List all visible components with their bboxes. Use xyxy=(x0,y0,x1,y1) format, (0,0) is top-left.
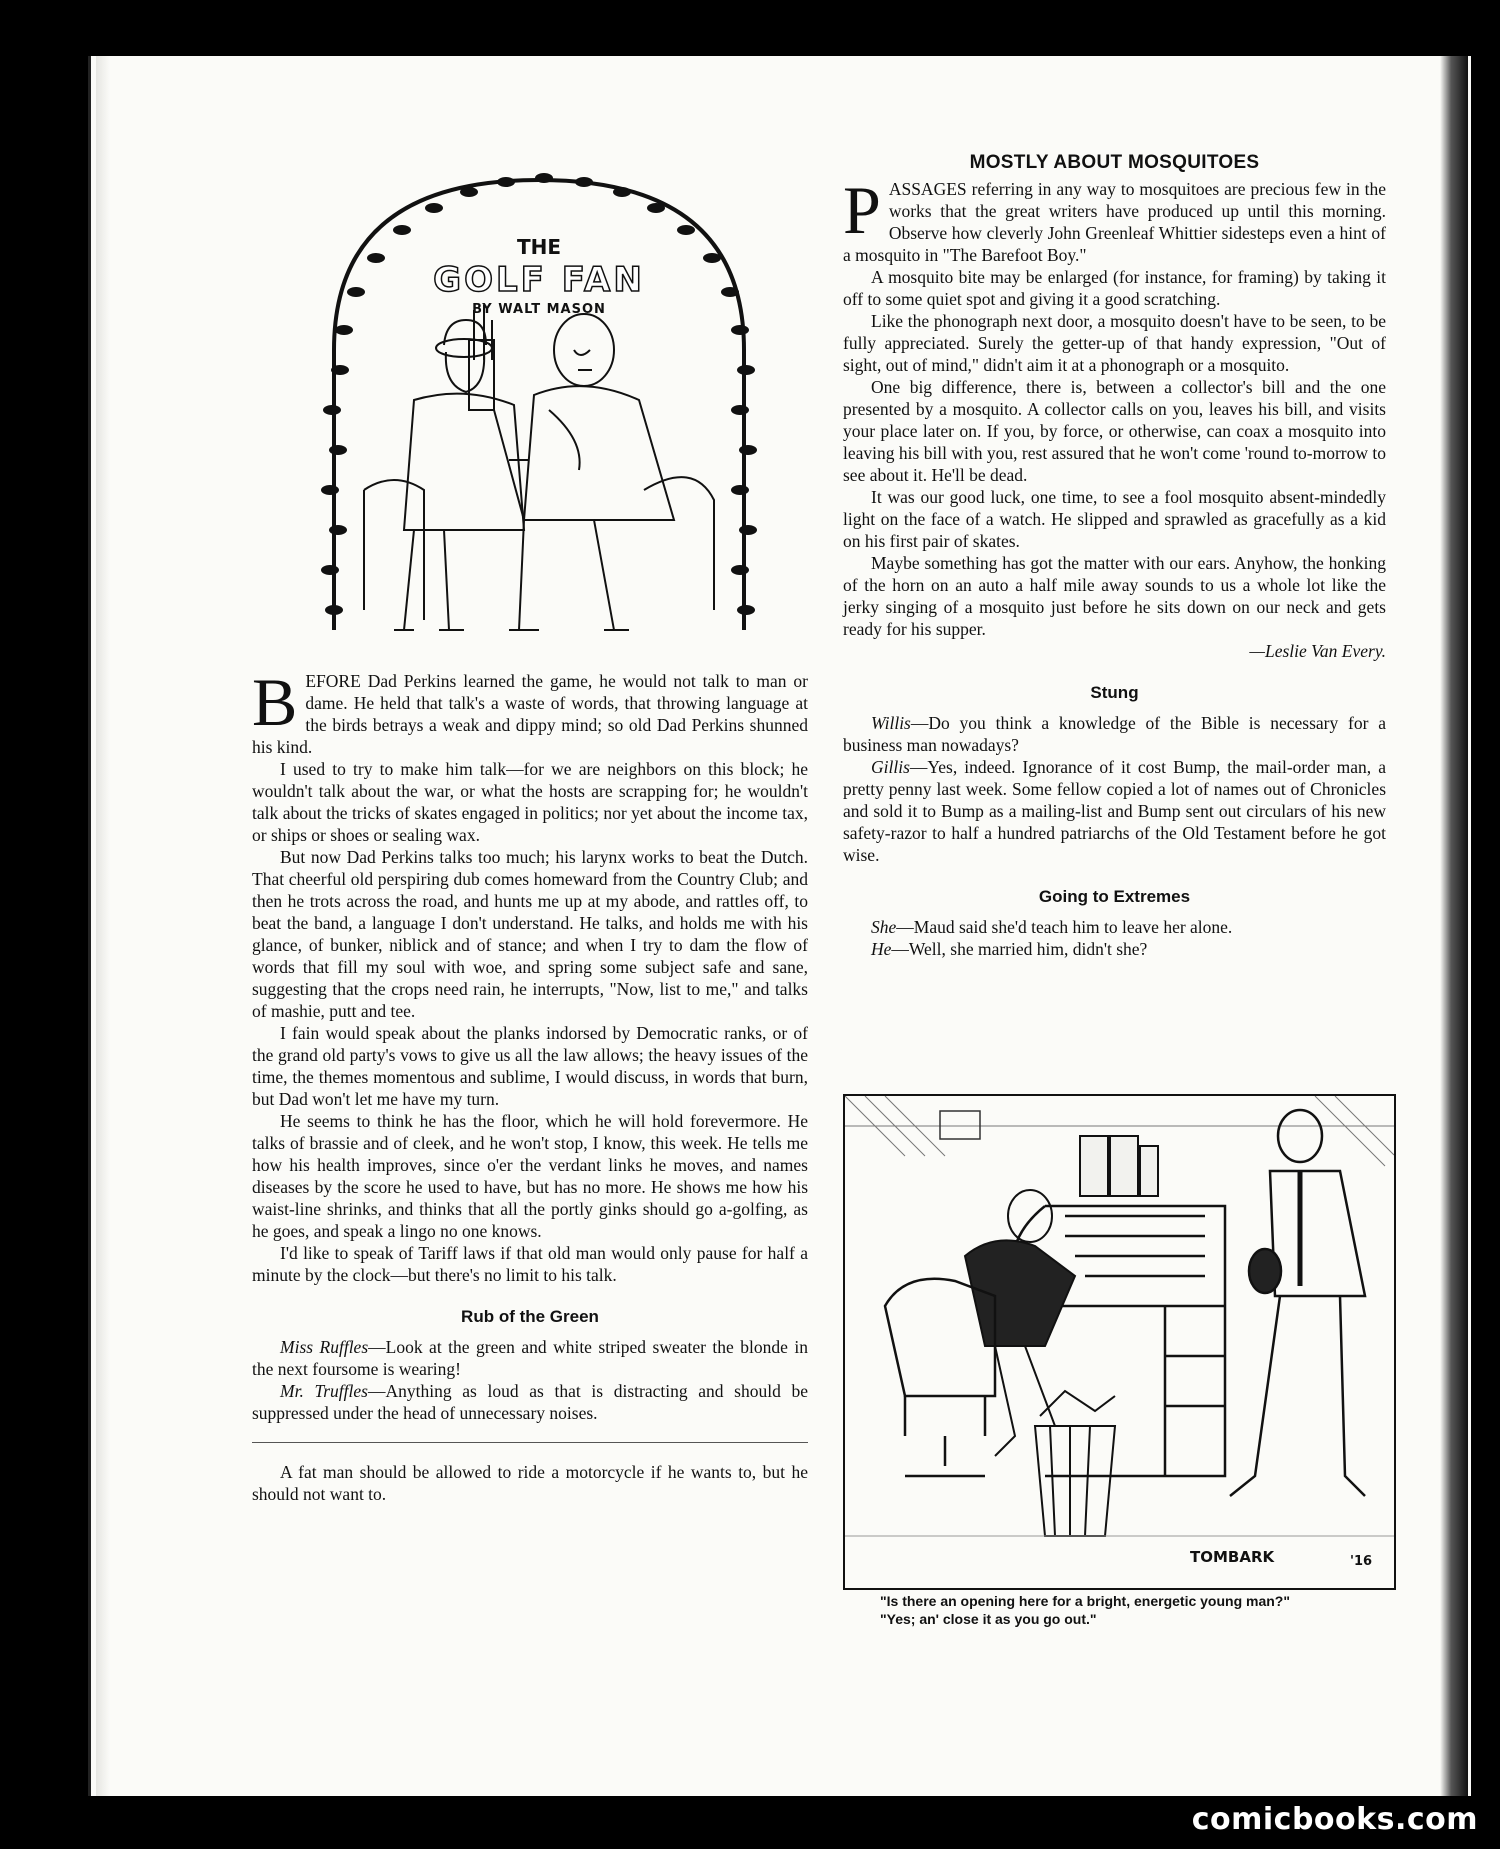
mosquitoes-signature: —Leslie Van Every. xyxy=(1249,641,1386,661)
dialogue: —Yes, indeed. Ignorance of it cost Bump, the mail-order man, a pretty penny last week. Some fellow copied a lot of names out of Chronicles and sold it to Bump as a mailing-list and Bump sent out circulars of his new safety-razor to half a hundred patriarchs of the Old Testament before he got wise. xyxy=(843,757,1386,865)
rub-line-2 xyxy=(252,1380,808,1424)
speaker: She xyxy=(871,917,897,937)
dialogue: —Maud said she'd teach him to leave her alone. xyxy=(896,917,1233,937)
page-gutter xyxy=(1440,56,1468,1796)
divider xyxy=(252,1442,808,1443)
mosquitoes-paragraph-4: One big difference, there is, between a collector's bill and the one presented by a mosquito. A collector calls on you, leaves his bill, and visits your place later on. If you, by force, or otherwise, can coax a mosquito into leaving his bill with you, rest assured that he won't come 'round to-morrow to see about it. He'll be dead. xyxy=(843,377,1386,485)
speaker: Willis xyxy=(871,713,911,733)
mosquitoes-paragraph-2: A mosquito bite may be enlarged (for instance, for framing) by taking it off to some quiet spot and giving it a good scratching. xyxy=(843,267,1386,309)
office-scene-icon xyxy=(845,1096,1394,1588)
stung-line-1 xyxy=(843,712,1386,756)
golf-poem-paragraph-6: I'd like to speak of Tariff laws if that old man would only pause for half a minute by the clock—but there's no limit to his talk. xyxy=(252,1243,808,1285)
extremes-line-2 xyxy=(843,938,1386,960)
golf-title-the: THE xyxy=(516,235,562,259)
golf-poem-paragraph-3: But now Dad Perkins talks too much; his larynx works to beat the Dutch. That cheerful old perspiring dub comes homeward from the Country Club; and then he trots across the road, and hunts me up at my abode, and rattles off, to beat the band, a language I don't understand. He talks, and holds me with his glance, of bunker, niblick and of stance; and when I try to dam the flow of words that fill my soul with woe, and spring some subject safe and sane, suggesting that the crops need rain, he interrupts, "Now, list to me," and talks of mashie, putt and tee. xyxy=(252,847,808,1021)
speaker: Gillis xyxy=(871,757,910,777)
stung-line-2 xyxy=(843,756,1386,866)
dropcap-b: B xyxy=(252,664,298,740)
office-cartoon-illustration xyxy=(843,1094,1396,1590)
dialogue: —Look at the green and white striped sweater the blonde in the next foursome is wearing! xyxy=(252,1337,808,1379)
golf-poem-paragraph-4: I fain would speak about the planks indorsed by Democratic ranks, or of the grand old party's vows to give us all the law allows; the heavy issues of the time, the themes momentous and sublime, I would discuss, in words that burn, but Dad won't let me have my turn. xyxy=(252,1023,808,1109)
rub-line-1 xyxy=(252,1336,808,1380)
page-edge xyxy=(96,56,110,1796)
mosquitoes-heading: MOSTLY ABOUT MOSQUITOES xyxy=(969,152,1260,173)
speaker: Mr. Truffles xyxy=(280,1381,368,1401)
dialogue: —Anything as loud as that is distracting and should be suppressed under the head of unnecessary noises. xyxy=(252,1381,808,1423)
extremes-line-1 xyxy=(843,916,1386,938)
speaker: Miss Ruffles xyxy=(280,1337,369,1357)
stung-heading: Stung xyxy=(1090,683,1139,702)
caption-line-1: "Is there an opening here for a bright, energetic young man?" xyxy=(880,1593,1290,1609)
site-watermark: comicbooks.com xyxy=(1191,1802,1478,1837)
golf-arch-icon xyxy=(294,160,784,640)
cartoon-artist-signature: TOMBARK xyxy=(1190,1548,1275,1566)
golf-poem-paragraph-2: I used to try to make him talk—for we are neighbors on this block; he wouldn't talk about the war, or what the hosts are scrapping for; he wouldn't talk about the tricks of skates engaged in politics; nor yet about the income tax, or ships or shoes or sealing wax. xyxy=(252,759,808,845)
golf-byline: BY WALT MASON xyxy=(472,302,606,317)
going-to-extremes-heading: Going to Extremes xyxy=(1038,887,1191,906)
cartoon-year: '16 xyxy=(1350,1554,1373,1569)
rub-of-green-heading: Rub of the Green xyxy=(461,1307,599,1326)
speaker: He xyxy=(871,939,892,959)
motorcycle-quip: A fat man should be allowed to ride a motorcycle if he wants to, but he should not want to. xyxy=(252,1462,808,1504)
dialogue: —Do you think a knowledge of the Bible is necessary for a business man nowadays? xyxy=(843,713,1386,755)
right-column xyxy=(843,152,1386,960)
mosquitoes-text-1: ASSAGES referring in any way to mosquitoes are precious few in the works that the great writers have produced up until this morning. Observe how cleverly John Greenleaf Whittier sidesteps even a hint of a mosquito in "The Barefoot Boy." xyxy=(843,179,1386,265)
golf-poem-paragraph-1 xyxy=(252,664,808,758)
dialogue: —Well, she married him, didn't she? xyxy=(891,939,1148,959)
caption-line-2: "Yes; an' close it as you go out." xyxy=(880,1611,1097,1627)
dropcap-p: P xyxy=(843,172,881,248)
mosquitoes-paragraph-6: Maybe something has got the matter with our ears. Anyhow, the honking of the horn on an auto a half mile away sounds to us a whole lot like the jerky singing of a mosquito just before he sits down on our neck and gets ready for his supper. xyxy=(843,553,1386,639)
mosquitoes-paragraph-1 xyxy=(843,172,1386,266)
mosquitoes-paragraph-3: Like the phonograph next door, a mosquito doesn't have to be seen, to be fully appreciated. Surely the getter-up of that handy expression, "Out of sight, out of mind," didn't aim it at a phonograph or a mosquito. xyxy=(843,311,1386,375)
cartoon-caption xyxy=(850,1592,1390,1628)
golf-poem-paragraph-5: He seems to think he has the floor, which he will hold forevermore. He talks of brassie and of cleek, and he won't stop, I know, this week. He tells me how his health improves, since o'er the verdant links he moves, and names diseases by the score he used to have, but has no more. He shows me how his waist-line shrinks, and thinks that all the portly ginks should go a-golfing, as he goes, and speak a lingo no one knows. xyxy=(252,1111,808,1241)
golf-fan-illustration xyxy=(294,160,784,640)
mosquitoes-paragraph-5: It was our good luck, one time, to see a fool mosquito absent-mindedly light on the face of a watch. He slipped and sprawled as gracefully as a kid on his first pair of skates. xyxy=(843,487,1386,551)
golf-title-main: GOLF FAN xyxy=(433,260,645,300)
golf-poem-text-1: EFORE Dad Perkins learned the game, he would not talk to man or dame. He held that talk's a waste of words, that throwing language at the birds betrays a weak and dippy mind; so old Dad Perkins shunned his kind. xyxy=(252,671,808,757)
left-column xyxy=(252,664,808,1505)
